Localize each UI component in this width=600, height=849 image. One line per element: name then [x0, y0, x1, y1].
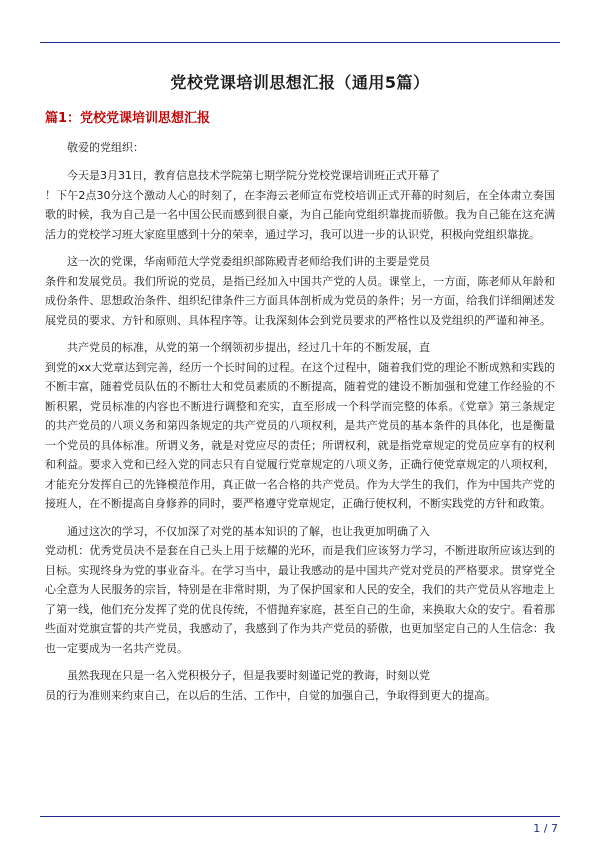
paragraph-3 [45, 338, 555, 514]
paragraph-first-line: 今天是3月31日，教育信息技术学院第七期学院分党校党课培训班正式开幕了 [67, 169, 440, 182]
paragraph-4 [45, 522, 555, 659]
document-body [45, 70, 555, 713]
paragraph-body: 条件和发展党员。我们所说的党员，是指已经加入中国共产党的人员。课堂上，一方面，陈老师从年龄和成份条件、思想政治条件、组织纪律条件三方面具体剖析成为党员的条件；另一方面，给我们详细阐述发展党员的要求、方针和原则、具体程序等。让我深刻体会到党员要求的严格性以及党组织的严谨和神圣。 [45, 274, 555, 327]
paragraph-5 [45, 666, 555, 705]
paragraph-body: 党动机：优秀党员决不是套在自己头上用于炫耀的光环，而是我们应该努力学习，不断进取所应该达到的目标。实现终身为党的事业奋斗。在学习当中，最让我感动的是中国共产党对党员的严格要求。贯穿党全心全意为人民服务的宗旨，特别是在非常时期，为了保护国家和人民的安全，我们的共产党员从容地走上了第一线，他们充分发挥了党的优良传统，不惜抛弃家庭，甚至自己的生命，来换取大众的安宁。看着那些面对党旗宣誓的共产党员，我感动了，我感到了作为共产党员的骄傲，也更加坚定自己的人生信念：我也一定要成为一名共产党员。 [45, 544, 555, 655]
page-number: 1 / 7 [533, 822, 558, 835]
section-heading: 篇1：党校党课培训思想汇报 [45, 111, 211, 126]
footer-rule [40, 816, 560, 817]
greeting: 敬爱的党组织： [67, 141, 144, 154]
paragraph-body: 员的行为准则来约束自己，在以后的生活、工作中，自觉的加强自己，争取得到更大的提高。 [45, 688, 496, 702]
paragraph-1 [45, 166, 555, 244]
header-rule [40, 42, 560, 43]
paragraph-first-line: 共产党员的标准，从党的第一个纲领初步提出，经过几十年的不断发展，直 [67, 341, 430, 354]
document-title: 党校党课培训思想汇报（通用5篇） [170, 73, 430, 92]
paragraph-first-line: 通过这次的学习，不仅加深了对党的基本知识的了解，也让我更加明确了入 [67, 524, 430, 538]
paragraph-first-line: 虽然我现在只是一名入党积极分子，但是我要时刻谨记党的教诲，时刻以党 [67, 669, 430, 682]
paragraph-body: ！下午2点30分这个激动人心的时刻了，在李海云老师宣布党校培训正式开幕的时刻后，在全体肃立奏国歌的时候，我为自己是一名中国公民而感到很自豪，为自己能向党组织靠拢而骄傲。我为自己能在这充满活力的党校学习班大家庭里感到十分的荣幸，通过学习，我可以进一步的认识党，积极向党组织靠拢。 [45, 188, 555, 241]
paragraph-2 [45, 252, 555, 330]
paragraph-first-line: 这一次的党课，华南师范大学党委组织部陈殿青老师给我们讲的主要是党员 [67, 255, 430, 268]
paragraph-body: 到党的xx大党章达到完善，经历一个长时间的过程。在这个过程中，随着我们党的理论不断成熟和实践的不断丰富，随着党员队伍的不断壮大和党员素质的不断提高，随着党的建设不断加强和党建工作经验的不断积累，党员标准的内容也不断进行调整和充实，直至形成一个科学而完整的体系。《党章》第三条规定的共产党员的八项义务和第四条规定的共产党员的八项权利，是共产党员的基本条件的具体化，也是衡量一个党员的具体标准。所谓义务，就是对党应尽的责任；所谓权利，就是指党章规定的党员应享有的权利和利益。要求入党和已经入党的同志只有自觉履行党章规定的八项义务，正确行使党章规定的八项权利，才能充分发挥自己的先锋模范作用，真正做一名合格的共产党员。作为大学生的我们，作为中国共产党的接班人，在不断提高自身修养的同时，要严格遵守党章规定，正确行使权利，不断实践党的方针和政策。 [45, 360, 555, 510]
